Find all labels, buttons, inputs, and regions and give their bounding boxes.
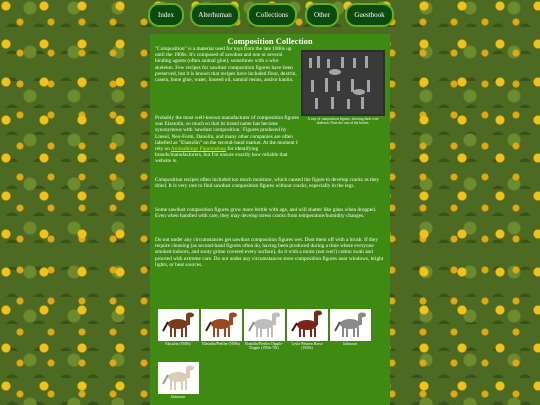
elastolin-paragraph-block: [155, 115, 301, 165]
horse-photo: [287, 309, 328, 341]
horse-label-4: Leyla Western Horse (1950s): [291, 342, 323, 351]
horse-card-6[interactable]: [158, 362, 199, 394]
nav-collections-button[interactable]: Collections: [247, 3, 297, 27]
nav-guestbook-button[interactable]: Guestbook: [345, 3, 394, 27]
brittle-paragraph-block: [155, 207, 384, 219]
horse-label-1: Elastolin (1930s): [165, 342, 191, 346]
nav-alterhuman-button[interactable]: Alterhuman: [190, 3, 240, 27]
horse-photo: [201, 309, 242, 341]
nav-other-button[interactable]: Other: [305, 3, 339, 27]
horse-label-3: Elastolin/Pfeiffer Dapple-Dapple (1950s-70s): [244, 342, 284, 351]
paragraph-elastolin-tail: for identifying brands/manufacturers, but I'm unsure exactly how reliable that website is.: [155, 146, 288, 165]
paragraph-brittle: Some sawdust composition figures grow more brittle with age, and will shatter like glass when dropped. Even when handled with care, they may develop stress cracks from temperature/humidity changes.: [155, 207, 377, 220]
photo-caption: A tray of composition figures, showing their wire skeleton. Note the cast of the horses.: [307, 117, 379, 126]
paragraph-elastolin: [155, 115, 301, 165]
page-title: Composition Collection: [227, 36, 313, 46]
horse-photo: [158, 362, 199, 394]
moisture-paragraph-block: [155, 177, 384, 189]
horse-label-6: Unknown: [170, 395, 186, 399]
horse-card-3[interactable]: [244, 309, 285, 341]
care-paragraph-block: [155, 237, 384, 268]
horse-label-2: Elastolin/Pfeiffer (1950s): [202, 342, 240, 346]
paragraph-moisture: Composition recipes often included too much moisture, which caused the figure to develop cracks as they dried. It is very rare to find sawdust composition figures without cracks, especially in the legs.: [155, 177, 380, 190]
horse-label-5: Unknown: [342, 342, 358, 346]
figure-tray-image: [301, 50, 385, 116]
composition-figures-photo: [301, 50, 385, 116]
intro-paragraph-block: [155, 46, 298, 83]
horse-card-2[interactable]: [201, 309, 242, 341]
horse-photo: [158, 309, 199, 341]
nav-index-button[interactable]: Index: [148, 3, 184, 27]
top-navigation: [0, 3, 540, 25]
paragraph-care: Do not under any circumstances get sawdust composition figures wet. Dust them off with a brush. If they require cleaning (as second-hand figures often do, having been produced during a time where everyone smoked indoors, and sooty grime covered every surface), do it with a moist (not wet!) cotton swab and proceed with extreme care. Do not under any circumstances store composition figures near windows, bright lights, or heat sources.: [155, 237, 384, 268]
horse-photo: [244, 309, 285, 341]
horse-card-4[interactable]: [287, 309, 328, 341]
horse-photo: [330, 309, 371, 341]
horse-card-1[interactable]: [158, 309, 199, 341]
content-panel: [150, 34, 390, 405]
paragraph-elastolin-text: Probably the most well-known manufacturer of composition figures was Elastolin, so much so that its brand name has become synonymous with 'sawdust composition.' Figures produced by Lineol, Neo-Form, Danolin, and many other companies are often labelled as "Elastolin" on the second-hand market. At the moment I rely on: [155, 115, 300, 153]
animalkings-link[interactable]: Animalkings Figurenshop: [170, 146, 227, 153]
horse-card-5[interactable]: [330, 309, 371, 341]
paragraph-composition: "Composition" is a material used for toys from the late 1800s up until the 1900s. It's composed of sawdust and one or several binding agents (often animal glue), sometimes with a wire skeleton. Few recipes for sawdust composition figures have been preserved, but it is known that recipes have included flour, dextrin, casein, bone glue, water, linseed oil, natural resins, and/or kaolin.: [155, 46, 297, 84]
